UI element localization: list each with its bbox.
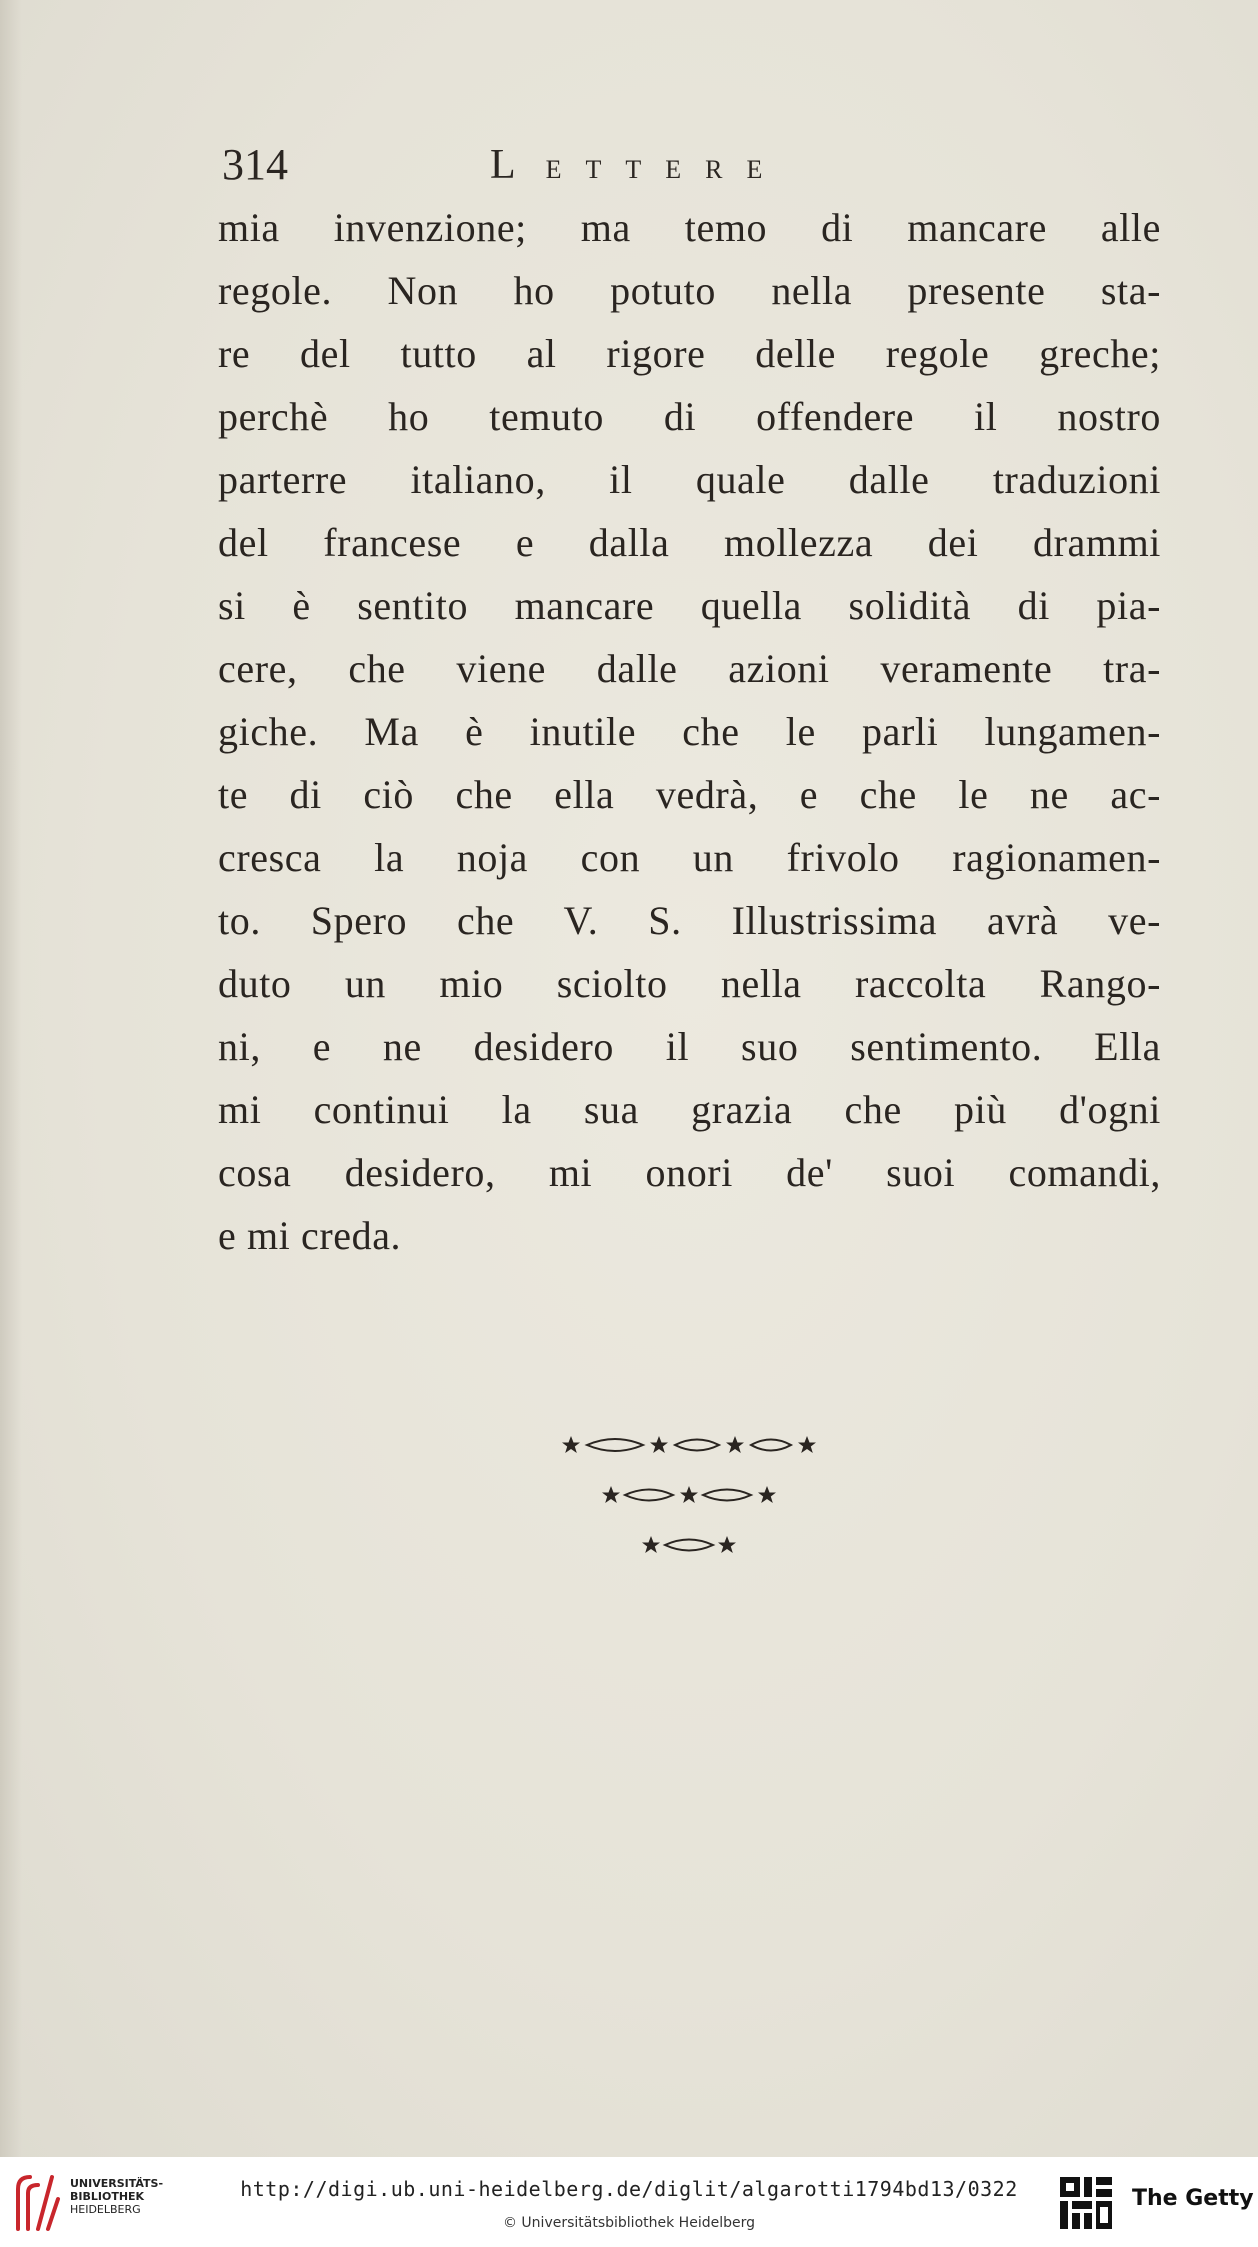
page-number: 314 <box>222 140 288 189</box>
ornament-stars-icon <box>599 1480 779 1510</box>
closing-ornament <box>529 1420 849 1570</box>
text-line: perchè ho temuto di offendere il nostro <box>218 394 1161 439</box>
text-line: to. Spero che V. S. Illustrissima avrà ve- <box>218 898 1161 943</box>
text-line: cresca la noja con un frivolo ragionamen- <box>218 835 1161 880</box>
text-line: duto un mio sciolto nella raccolta Rango- <box>218 961 1161 1006</box>
ornament-row-2 <box>529 1470 849 1520</box>
ornament-stars-icon <box>559 1430 819 1460</box>
text-line: cere, che viene dalle azioni veramente tra- <box>218 646 1161 691</box>
digitization-footer <box>0 2157 1258 2247</box>
text-line: parterre italiano, il quale dalle traduzioni <box>218 457 1161 502</box>
partner-name: The Getty <box>1132 2186 1254 2211</box>
text-line: del francese e dalla mollezza dei drammi <box>218 520 1161 565</box>
text-line: e mi creda. <box>218 1213 402 1258</box>
text-line: te di ciò che ella vedrà, e che le ne ac- <box>218 772 1161 817</box>
ornament-row-3 <box>529 1520 849 1570</box>
text-line: mia invenzione; ma temo di mancare alle <box>218 205 1161 250</box>
page-header <box>222 138 942 198</box>
gutter-shadow <box>0 0 22 2157</box>
letter-text <box>218 196 1161 1267</box>
running-head <box>490 138 786 197</box>
text-line: ni, e ne desidero il suo sentimento. Ella <box>218 1024 1161 1069</box>
running-head-rest: ETTERE <box>545 155 787 184</box>
text-line: si è sentito mancare quella solidità di pia- <box>218 583 1161 628</box>
library-name-line: HEIDELBERG <box>70 2203 141 2216</box>
copyright-notice: © Universitätsbibliothek Heidelberg <box>502 2215 755 2231</box>
running-head-initial: L <box>490 142 546 188</box>
text-line: giche. Ma è inutile che le parli lungamen- <box>218 709 1161 754</box>
library-name-line: BIBLIOTHEK <box>70 2190 145 2203</box>
ornament-stars-icon <box>639 1530 739 1560</box>
text-line: regole. Non ho potuto nella presente sta- <box>218 268 1161 313</box>
text-line: cosa desidero, mi onori de' suoi comandi, <box>218 1150 1161 1195</box>
text-line: re del tutto al rigore delle regole greche; <box>218 331 1161 376</box>
ornament-row-1 <box>529 1420 849 1470</box>
getty-logo-icon <box>1058 2175 1114 2231</box>
text-line: mi continui la sua grazia che più d'ogni <box>218 1087 1161 1132</box>
library-name-line: UNIVERSITÄTS- <box>70 2177 164 2190</box>
permalink-url[interactable]: http://digi.ub.uni-heidelberg.de/diglit/algarotti1794bd13/0322 <box>240 2177 1018 2201</box>
